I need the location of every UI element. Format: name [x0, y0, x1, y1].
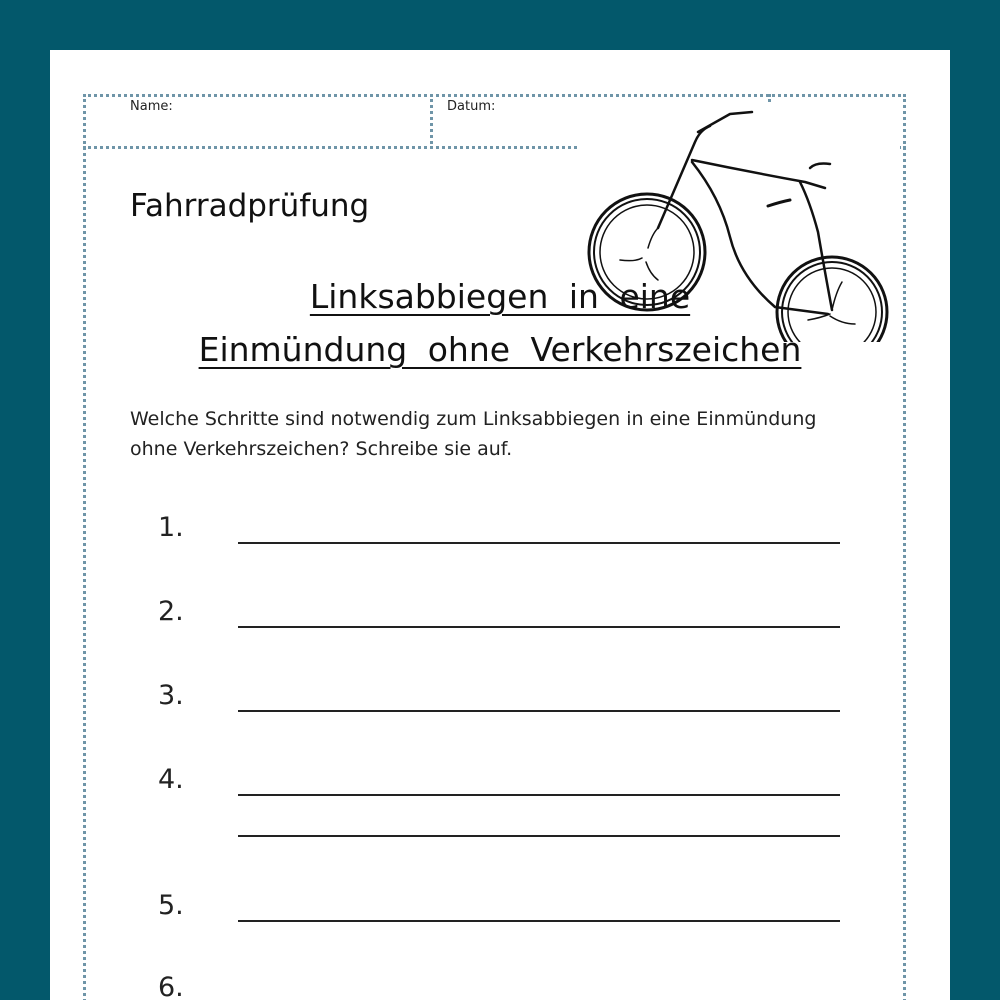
answer-line[interactable] — [238, 626, 840, 628]
answer-line[interactable] — [238, 710, 840, 712]
instructions-line-2: ohne Verkehrszeichen? Schreibe sie auf. — [130, 438, 513, 460]
date-field-label: Datum: — [447, 99, 496, 114]
answer-line[interactable] — [238, 920, 840, 922]
answer-line[interactable] — [238, 794, 840, 796]
name-field-label: Name: — [130, 99, 173, 114]
step-number: 4. — [158, 764, 184, 795]
worksheet-title-line-1: Linksabbiegen in eine — [309, 277, 691, 316]
worksheet — [50, 50, 950, 1000]
step-number: 6. — [158, 972, 184, 1000]
worksheet-title-line-2: Einmündung ohne Verkehrszeichen — [198, 330, 802, 369]
answer-line[interactable] — [238, 835, 840, 837]
answer-line[interactable] — [238, 542, 840, 544]
task-instructions — [130, 404, 850, 464]
header-column-divider — [430, 94, 433, 149]
step-number: 2. — [158, 596, 184, 627]
worksheet-topic: Fahrradprüfung — [130, 188, 370, 224]
instructions-line-1: Welche Schritte sind notwendig zum Linksabbiegen in eine Einmündung — [130, 408, 817, 430]
step-number: 3. — [158, 680, 184, 711]
step-number: 5. — [158, 890, 184, 921]
step-number: 1. — [158, 512, 184, 543]
